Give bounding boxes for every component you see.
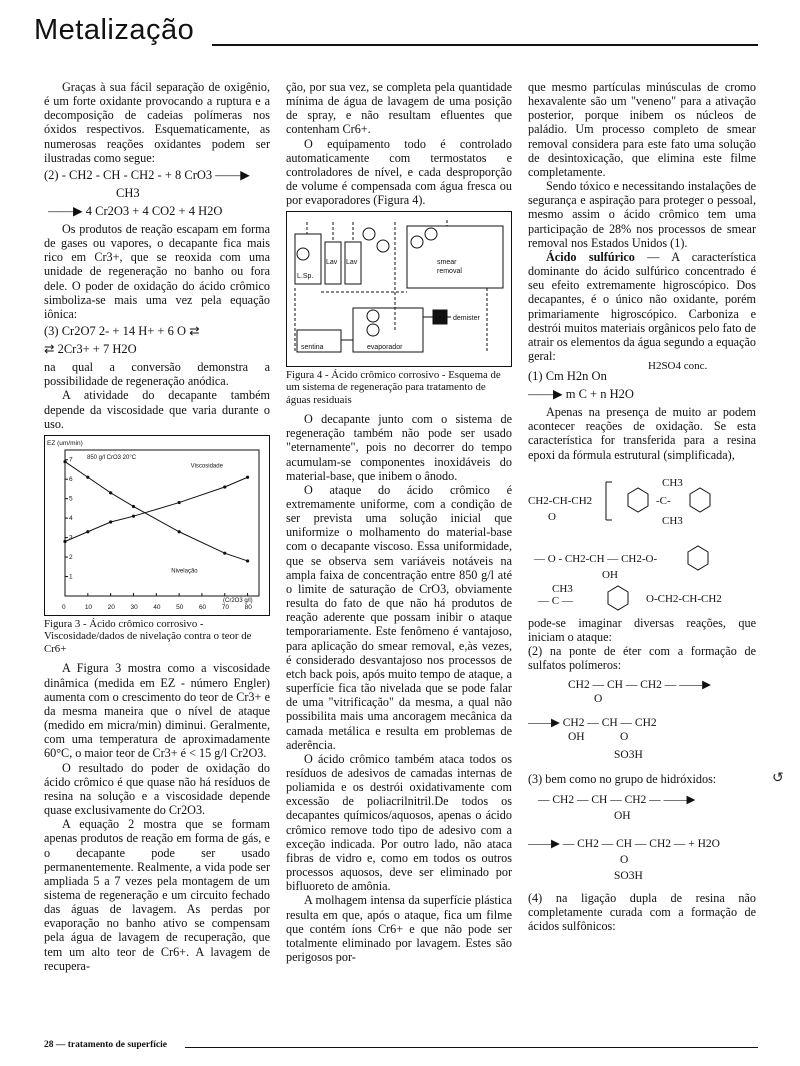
data-point <box>132 505 135 508</box>
series-label: Viscosidade <box>190 463 223 470</box>
svg-text:O: O <box>620 731 629 744</box>
paragraph: A equação 2 mostra que se formam apenas produtos de reação em forma de gás, e o decapante pode ser usado permanentemente. Realmente, a vida pode ser ampliada 5 a 7 vezes pela montagem de um sistema de regeneração e um circuito fechado das águas de lavagem. As perdas por evaporação no banho ativo se compensam pela água de lavagem de recuperação, que tem um alto teor de Cr6+. A lavagem de recupera- <box>44 817 270 973</box>
section-heading: Ácido sulfúrico <box>546 249 635 264</box>
svg-text:CH2-CH-CH2: CH2-CH-CH2 <box>528 494 593 507</box>
x-tick-label: 20 <box>107 603 115 611</box>
x-tick-label: 30 <box>130 603 138 611</box>
y-tick-label: 3 <box>69 534 73 542</box>
x-tick-label: 40 <box>153 603 161 611</box>
equation-1-left: (1) Cm H2n On <box>528 369 607 384</box>
column-1 <box>44 80 270 973</box>
equation-1-right: ——▶ m C + n H2O <box>528 387 634 402</box>
viscosity-chart <box>45 436 269 612</box>
paragraph: pode-se imaginar diversas reações, que iniciam o ataque: <box>528 615 756 644</box>
svg-text:CH2 — CH — CH2 — ——▶: CH2 — CH — CH2 — ——▶ <box>568 679 712 692</box>
paragraph: (3) bem como no grupo de hidróxidos: <box>528 772 717 787</box>
svg-text:——▶ CH2 — CH — CH2: ——▶ CH2 — CH — CH2 <box>528 717 657 730</box>
series-line-1 <box>65 461 248 560</box>
x-tick-label: 50 <box>176 603 184 611</box>
chart-annotation: 850 g/l CrO3 20°C <box>87 454 137 461</box>
svg-text:OH: OH <box>568 731 585 744</box>
svg-text:OH: OH <box>614 809 631 822</box>
svg-text:O: O <box>620 853 629 866</box>
data-point <box>246 475 249 478</box>
paragraph: A atividade do decapante também depende da viscosidade que varia durante o uso. <box>44 388 270 431</box>
equation-3-line-1: (3) Cr2O7 2- + 14 H+ + 6 O ⇄ <box>44 324 200 339</box>
figure-4-diagram <box>286 211 512 366</box>
paragraph: (4) na ligação dupla de resina não completamente curada com a formação de ácidos sulfônicos: <box>528 890 756 933</box>
equation-3-line-2: ⇄ 2Cr3+ + 7 H2O <box>44 342 137 357</box>
equation-2-line-3: ——▶ 4 Cr2O3 + 4 CO2 + 4 H2O <box>48 203 223 218</box>
svg-text:— C —: — C — <box>538 594 573 607</box>
data-point <box>246 559 249 562</box>
ether-bridge-reaction <box>528 674 756 770</box>
equation-2-line-2: CH3 <box>116 185 140 200</box>
figure-3-caption: Figura 3 - Ácido crômico corrosivo - Viscosidade/dados de nivelação contra o teor de Cr6+ <box>44 617 252 655</box>
y-tick-label: 2 <box>69 553 73 561</box>
y-tick-label: 5 <box>69 495 73 503</box>
hydroxide-reaction <box>528 789 756 889</box>
data-point <box>63 460 66 463</box>
paragraph: Os produtos de reação escapam em forma de gases ou vapores, o decapante fica mais rico em Cr3+, que se reoxida com uma unidade de regeneração no banho ou fora dele. O poder de oxidação do ácido crômico simboliza-se mais uma vez pela equação iônica: <box>44 221 270 321</box>
epoxy-structure-formula <box>528 464 756 614</box>
data-point <box>223 551 226 554</box>
data-point <box>63 540 66 543</box>
paragraph: A molhagem intensa da superfície plástica resulta em que, após o ataque, fica um filme que contém íons Cr6+ e que não pode ser totalmente eliminado por lavagem. Estes são perigosos por- <box>286 893 512 964</box>
paragraph: Sendo tóxico e necessitando instalações de segurança e aspiração para proteger o pessoal, mesmo assim o ácido crômico tem uma participação de 28% nos processos de smear removal nos Estados Unidos (1). <box>528 179 756 250</box>
equation-2-line-1: (2) - CH2 - CH - CH2 - + 8 CrO3 ——▶ <box>44 167 250 182</box>
svg-text:— O - CH2-CH — CH2-O-: — O - CH2-CH — CH2-O- <box>534 552 658 565</box>
y-tick-label: 1 <box>69 573 73 581</box>
paragraph: O ácido crômico também ataca todos os resíduos de adesivos de camadas internas de poliamida e os destrói oxidativamente com excessão de poliacrilnitril.De todos os decapantes químicos/aquosos, apenas o ácido crômico remove todo tipo de adesivo com a exceção indicada. Por outro lado, não ataca fibras de vidro e, como em todos os outros processos aquosos, deve ser eliminado por bifluoreto de amônia. <box>286 751 512 894</box>
equation-1 <box>528 360 756 384</box>
diagram-label: Lav <box>326 259 338 267</box>
y-axis-label: EZ (um/min) <box>47 439 83 447</box>
svg-text:O-CH2-CH-CH2: O-CH2-CH-CH2 <box>646 592 722 605</box>
diagram-label: removal <box>437 268 462 276</box>
svg-text:OH: OH <box>602 568 618 581</box>
figure-3-chart <box>44 435 270 616</box>
diagram-label: Lav <box>346 259 358 267</box>
column-2 <box>286 80 512 964</box>
series-label: Nivelação <box>171 568 198 575</box>
svg-text:SO3H: SO3H <box>614 749 643 762</box>
data-point <box>86 530 89 533</box>
y-tick-label: 7 <box>69 456 73 464</box>
x-axis-label: (Cr2O3 g/l) <box>223 597 253 604</box>
title-rule <box>212 44 758 46</box>
diagram-label: smear <box>437 259 457 267</box>
paragraph: O equipamento todo é controlado automaticamente com termostatos e controladores de nível, e cada desproporção de volume é compensada com água fresca ou por evaporadores (Figura 4). <box>286 136 512 208</box>
plot-frame <box>65 450 259 596</box>
x-tick-label: 10 <box>84 603 93 611</box>
equation-1-condition: H2SO4 conc. <box>648 360 708 373</box>
svg-text:— CH2 — CH — CH2 — ——▶: — CH2 — CH — CH2 — ——▶ <box>538 793 696 806</box>
paragraph: na qual a conversão demonstra a possibilidade de regeneração anódica. <box>44 360 270 389</box>
x-tick-label: 70 <box>221 603 229 611</box>
paragraph: O decapante junto com o sistema de regeneração também não pode ser usado "eternamente", pois no decorrer do tempo acumulam-se componentes inoxidáveis do material-base, que inibem o ânodo. <box>286 412 512 483</box>
paragraph: Graças à sua fácil separação de oxigênio, é um forte oxidante provocando a ruptura e a decomposição de cadeias polímeras nos óxidos respectivos. Esquematicamente, as numerosas reações oxidantes podem ser ilustradas como segue: <box>44 80 270 165</box>
svg-text:O: O <box>548 510 556 523</box>
svg-text:-C-: -C- <box>656 494 671 507</box>
svg-text:——▶ — CH2 — CH — CH2 — + H2O: ——▶ — CH2 — CH — CH2 — + H2O <box>528 837 720 850</box>
figure-4-caption: Figura 4 - Ácido crômico corrosivo - Esquema de um sistema de regeneração para tratamento de águas residuais <box>286 368 501 406</box>
x-tick-label: 60 <box>198 603 207 611</box>
y-tick-label: 4 <box>69 514 73 522</box>
paragraph: O ataque do ácido crômico é extremamente uniforme, com a condição de ser prevista uma solução inicial que uniformize o molhamento do material-base com o decapante viscoso. Essa uniformidade, que se observa sem variáveis notáveis na ampla faixa de concentração entre 850 g/l até o limite de saturação de CrO3, obviamente resulta do fato de que não há produtos de reação aderente que possam inibir o ataque temporariamente. Este fenômeno é vantajoso, para aplicação do smear removal, e,às vezes, é considerado desvantajoso nos processos de etch back pois, após muito tempo de ataque, a superfície fica tão nivelada que se pode falar de uma "vitrificação" da mesma, a qual não possibilita mais uma ancoragem mecânica da camada metálica e resulta em problemas de aderência. <box>286 482 512 752</box>
paragraph: (2) na ponte de éter com a formação de sulfatos polímeros: <box>528 644 756 673</box>
x-tick-label: 80 <box>244 603 252 611</box>
paragraph: que mesmo partículas minúsculas de cromo hexavalente são um "veneno" para a ativação posterior, porque inibem os núcleos de paládio. Um processo completo de smear removal considera para este fato uma solução de desintoxicação, que elimina este filme completamente. <box>528 80 756 179</box>
data-point <box>178 530 181 533</box>
paragraph: Apenas na presença de muito ar podem acontecer reações de oxidação. Se esta característica for transferida para a resina epoxi da fórmula estrutural (simplificada), <box>528 405 756 462</box>
diagram-label: evaporador <box>367 344 403 352</box>
paragraph-text: — A característica dominante do ácido sulfúrico concentrado é seu efeito extremamente higroscópico. Dos decapantes, é o único não oxidante, porém primariamente higroscópico. Carboniza e destrói muitos materiais orgânicos pelo fato de atrair os elementos da água segundo a equação geral: <box>528 249 756 363</box>
diagram-label: sentina <box>301 344 324 352</box>
svg-text:O: O <box>594 693 603 706</box>
series-line-0 <box>65 477 248 541</box>
page-title: Metalização <box>34 14 195 46</box>
diagram-label: demister <box>453 315 480 323</box>
x-tick-label: 0 <box>62 603 66 611</box>
svg-text:SO3H: SO3H <box>614 869 643 882</box>
page-footer: 28 — tratamento de superfície <box>44 1040 167 1050</box>
margin-mark: ↺ <box>772 771 784 786</box>
regeneration-system-diagram <box>287 212 511 362</box>
column-3 <box>528 80 756 933</box>
diagram-label: L.Sp. <box>297 273 314 281</box>
paragraph: A Figura 3 mostra como a viscosidade dinâmica (medida em EZ - número Engler) aumenta com o crescimento do teor de Cr3+ e da mesma maneira que o nível de ataque (medido em micra/min) diminui. Geralmente, com uma temperatura de aproximadamente 60°C, o maior teor de Cr3+ é < 15 g/l Cr2O3. <box>44 661 270 761</box>
data-point <box>132 514 135 517</box>
footer-rule <box>185 1047 758 1048</box>
paragraph: ção, por sua vez, se completa pela quantidade mínima de água de lavagem de uma posição de spray, e não resultam efluentes que contenham Cr6+. <box>286 80 512 137</box>
data-point <box>223 485 226 488</box>
svg-text:CH3: CH3 <box>662 476 683 489</box>
svg-text:CH3: CH3 <box>552 582 573 595</box>
data-point <box>109 491 112 494</box>
y-tick-label: 6 <box>69 476 73 484</box>
paragraph: O resultado do poder de oxidação do ácido crômico é que quase não há resíduos de resina na solução e a viscosidade depende quase exclusivamente do Cr2O3. <box>44 760 270 818</box>
data-point <box>178 501 181 504</box>
data-point <box>109 520 112 523</box>
data-point <box>86 475 89 478</box>
svg-text:CH3: CH3 <box>662 514 683 527</box>
